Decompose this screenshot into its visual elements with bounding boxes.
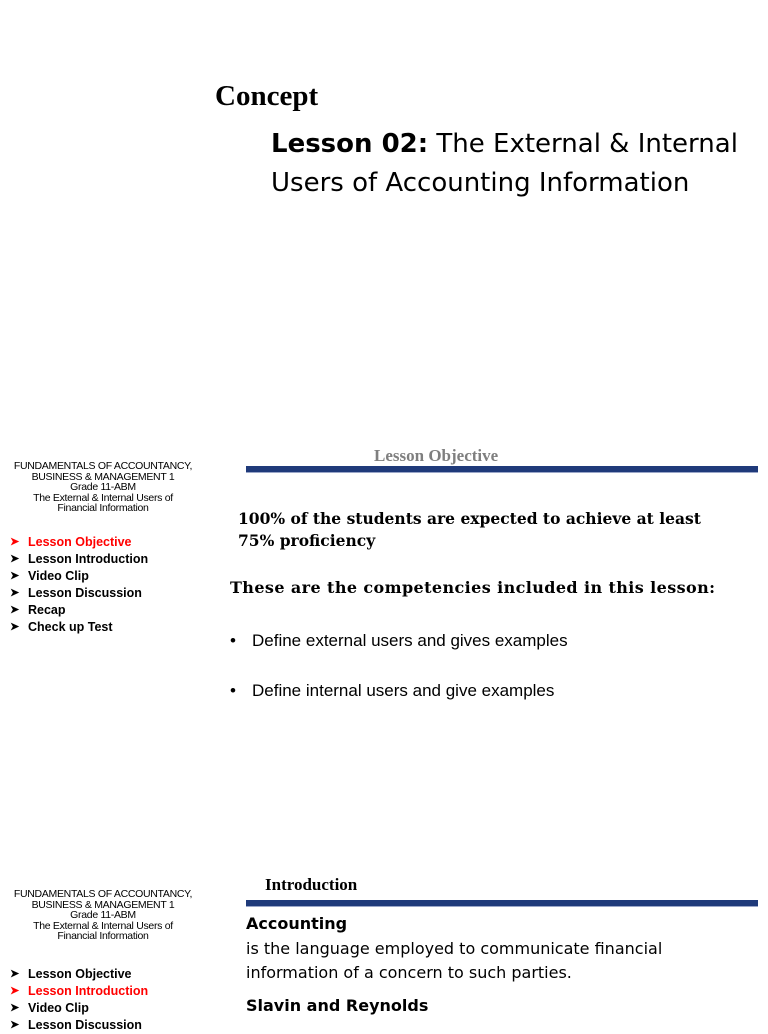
- objective-text: 100% of the students are expected to achieve at least 75% proficiency: [238, 509, 701, 550]
- term-slavin-reynolds: Slavin and Reynolds: [246, 995, 429, 1015]
- nav-item-label: Lesson Objective: [28, 534, 132, 549]
- nav-item-label: Lesson Objective: [28, 966, 132, 981]
- arrow-right-icon: ➤: [10, 967, 20, 980]
- nav-item-label: Lesson Discussion: [28, 1017, 142, 1032]
- course-line-5: Financial Information: [57, 502, 149, 514]
- slide2-sidebar: [8, 461, 198, 636]
- course-line-2: BUSINESS & MANAGEMENT 1: [31, 470, 175, 483]
- competency-item: • Define internal users and give examples: [230, 681, 750, 701]
- arrow-right-icon: ➤: [10, 552, 20, 565]
- arrow-right-icon: ➤: [10, 1018, 20, 1031]
- course-line-4: The External & Internal Users of: [33, 919, 173, 932]
- nav-item-lesson-discussion[interactable]: [8, 1017, 198, 1034]
- slide3-sidebar: [8, 889, 198, 1034]
- course-line-4: The External & Internal Users of: [33, 491, 173, 504]
- nav-item-label: Lesson Introduction: [28, 983, 149, 998]
- nav-item-check-up-test[interactable]: [8, 619, 198, 636]
- slide-header-title: Introduction: [265, 875, 358, 894]
- lesson-number: Lesson 02:: [271, 129, 429, 159]
- lesson-nav: [8, 534, 198, 636]
- course-line-5: Financial Information: [57, 930, 149, 942]
- nav-item-recap[interactable]: [8, 602, 198, 619]
- concept-heading: Concept: [215, 80, 319, 112]
- nav-item-label: Video Clip: [28, 1000, 89, 1015]
- course-info: [8, 461, 198, 514]
- header-bar: [246, 466, 758, 473]
- arrow-right-icon: ➤: [10, 569, 20, 582]
- lesson-title-text: The External & Internal Users of Accounting Information: [271, 129, 738, 198]
- nav-item-lesson-introduction[interactable]: [8, 551, 198, 568]
- arrow-right-icon: ➤: [10, 586, 20, 599]
- slide-header-title: Lesson Objective: [374, 446, 499, 465]
- nav-item-label: Video Clip: [28, 568, 89, 583]
- header-bar: [246, 900, 758, 907]
- course-line-2: BUSINESS & MANAGEMENT 1: [31, 898, 175, 911]
- introduction-body: [246, 912, 756, 1018]
- competency-list-2: [230, 681, 750, 701]
- course-line-3: Grade 11-ABM: [70, 481, 136, 493]
- arrow-right-icon: ➤: [10, 535, 20, 548]
- course-line-1: FUNDAMENTALS OF ACCOUNTANCY,: [13, 460, 193, 472]
- course-info: [8, 889, 198, 942]
- arrow-right-icon: ➤: [10, 620, 20, 633]
- competency-intro: These are the competencies included in this lesson:: [230, 578, 716, 597]
- accounting-definition: is the language employed to communicate financial information of a concern to such parties.: [246, 938, 663, 982]
- nav-item-label: Lesson Discussion: [28, 585, 142, 600]
- arrow-right-icon: ➤: [10, 1001, 20, 1014]
- course-line-3: Grade 11-ABM: [70, 909, 136, 921]
- course-line-1: FUNDAMENTALS OF ACCOUNTANCY,: [13, 888, 193, 900]
- nav-item-label: Recap: [28, 602, 66, 617]
- competency-item: • Define external users and gives examples: [230, 631, 750, 651]
- nav-item-video-clip[interactable]: [8, 568, 198, 585]
- nav-item-lesson-objective[interactable]: [8, 966, 198, 983]
- nav-item-lesson-discussion[interactable]: [8, 585, 198, 602]
- nav-item-video-clip[interactable]: [8, 1000, 198, 1017]
- nav-item-label: Lesson Introduction: [28, 551, 149, 566]
- nav-item-label: Check up Test: [28, 619, 113, 634]
- lesson-nav: [8, 966, 198, 1034]
- competency-list: [230, 631, 750, 651]
- term-accounting: Accounting: [246, 914, 348, 933]
- arrow-right-icon: ➤: [10, 984, 20, 997]
- arrow-right-icon: ➤: [10, 603, 20, 616]
- lesson-title: [271, 125, 751, 203]
- nav-item-lesson-objective[interactable]: [8, 534, 198, 551]
- nav-item-lesson-introduction[interactable]: [8, 983, 198, 1000]
